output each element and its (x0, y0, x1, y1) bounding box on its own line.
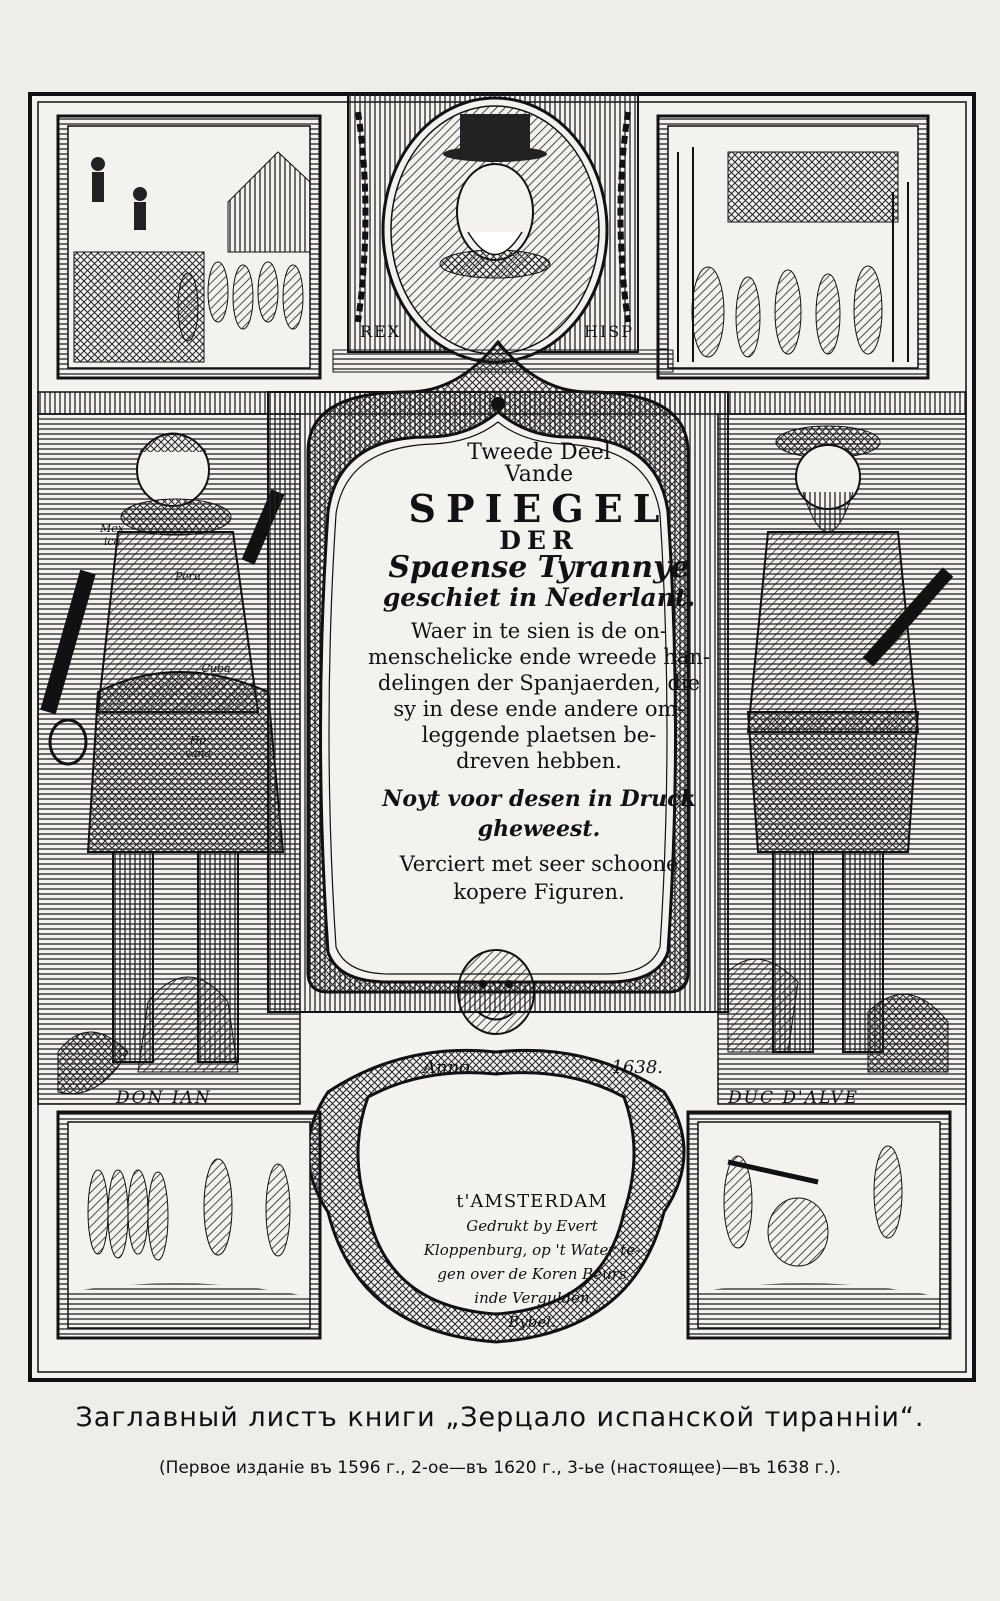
scene-bottom-right (688, 1112, 950, 1338)
description-line: leggende plaetsen be- (421, 723, 657, 747)
figure-label-left: DON IAN (116, 1088, 212, 1108)
portrait-label-hisp: HISP (584, 322, 634, 341)
shield-label-havana: Ha vana (184, 734, 212, 760)
imprint-line: Kloppenburg, op 't Water te- (423, 1241, 641, 1259)
imprint-city: t'AMSTERDAM (456, 1191, 608, 1212)
anno-year: 1638. (611, 1057, 663, 1078)
shield-label-peru: Peru (175, 570, 201, 583)
anno-word: Anno (423, 1057, 471, 1078)
imprint-line: Gedrukt by Evert (466, 1217, 598, 1235)
figure-label-right: DUC D'ALVE (728, 1088, 859, 1108)
notice-line: Noyt voor desen in Druck (382, 786, 696, 812)
imprint-line: gen over de Koren Beurs (437, 1265, 627, 1283)
ornament-line: kopere Figuren. (453, 880, 625, 904)
caption-title: Заглавный листъ книги „Зерцало испанской тираннiи“. (75, 1402, 925, 1433)
shield-label-mexico: Mex ico (100, 522, 124, 548)
ornament-lines (344, 850, 734, 906)
lion-mask-ornament (458, 950, 534, 1034)
description-line: dreven hebben. (456, 749, 622, 773)
scene-top-left (58, 116, 320, 378)
title-line-spiegel: SPIEGEL (408, 486, 670, 531)
scene-top-right (658, 116, 928, 378)
ornament-line: Verciert met seer schoone (399, 852, 679, 876)
description-line: Waer in te sien is de on- (411, 619, 667, 643)
description-lines (344, 618, 734, 774)
imprint-line: Bybel. (508, 1313, 556, 1331)
engraved-title-page (28, 92, 976, 1382)
scene-bottom-left (58, 1112, 320, 1338)
title-line-2: Vande (504, 462, 574, 487)
figure-left (38, 414, 300, 1104)
title-text-block (344, 442, 734, 906)
caption-subtitle: (Первое изданiе въ 1596 г., 2-ое—въ 1620 г., 3-ье (настоящее)—въ 1638 г.). (158, 1458, 842, 1478)
description-line: menschelicke ende wreede han- (368, 645, 710, 669)
figure-right (718, 414, 966, 1104)
portrait-label-rex: REX (360, 322, 402, 341)
shield-label-cuba: Cuba (201, 662, 231, 675)
imprint-text (416, 1190, 648, 1334)
imprint-line: inde Vergulden (474, 1289, 590, 1307)
description-line: sy in dese ende andere om- (393, 697, 685, 721)
title-line-tyrannye: Spaense Tyrannye (388, 550, 690, 585)
notice-lines (344, 784, 734, 844)
title-line-der: DER (499, 526, 579, 555)
anno-line (423, 1057, 663, 1078)
description-line: delingen der Spanjaerden, die (377, 671, 701, 695)
title-line-nederlant: geschiet in Nederlant. (382, 583, 696, 612)
notice-line: gheweest. (477, 816, 601, 842)
title-line-1: Tweede Deel (467, 440, 611, 465)
